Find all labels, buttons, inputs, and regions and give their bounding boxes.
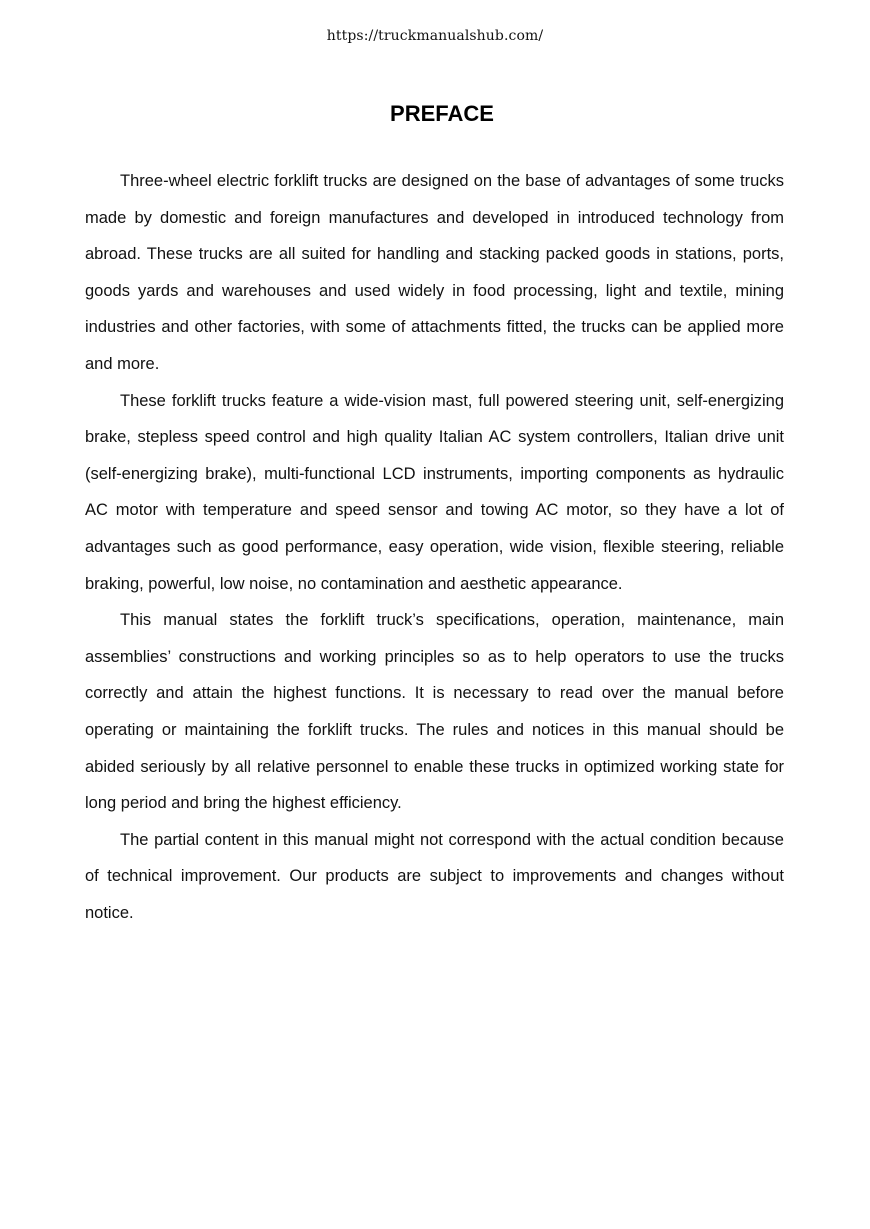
paragraph-1: Three-wheel electric forklift trucks are designed on the base of advantages of some trucks made by domestic and foreign manufactures and developed in introduced technology from abroad. These trucks are all suited for handling and stacking packed goods in stations, ports, goods yards and warehouses and used widely in food processing, light and textile, mining industries and other factories, with some of attachments fitted, the trucks can be applied more and more. (85, 172, 784, 373)
paragraph-3: This manual states the forklift truck’s specifications, operation, maintenance, main assemblies’ constructions and working principles so as to help operators to use the trucks correctly and attain the highest functions. It is necessary to read over the manual before operating or maintaining the forklift trucks. The rules and notices in this manual should be abided seriously by all relative personnel to enable these trucks in optimized working state for long period and bring the highest efficiency. (85, 611, 784, 813)
paragraph-2: These forklift trucks feature a wide-vision mast, full powered steering unit, self-energizing brake, stepless speed control and high quality Italian AC system controllers, Italian drive unit (self-energizing brake), multi-functional LCD instruments, importing components as hydraulic AC motor with temperature and speed sensor and towing AC motor, so they have a lot of advantages such as good performance, easy operation, wide vision, flexible steering, reliable braking, powerful, low noise, no contamination and aesthetic appearance. (85, 391, 784, 593)
page-title: PREFACE (390, 101, 494, 126)
paragraph-4: The partial content in this manual might not correspond with the actual condition because of technical improvement. Our products are subject to improvements and changes without notice. (85, 830, 784, 922)
preface-body (85, 163, 784, 931)
header-url: https://truckmanualshub.com/ (326, 28, 544, 44)
